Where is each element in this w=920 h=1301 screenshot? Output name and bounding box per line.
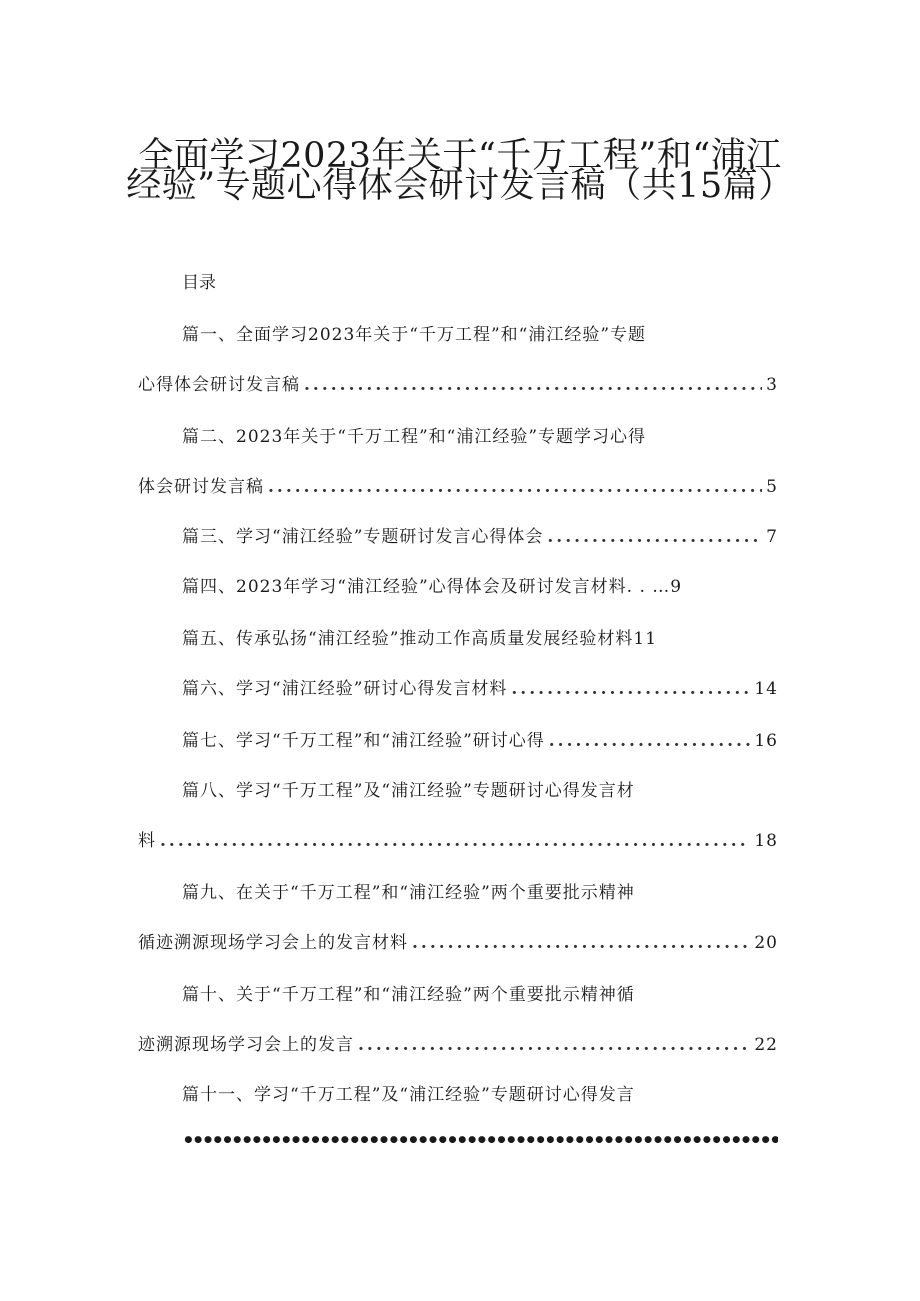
document-title-line-1: 全面学习2023年关于“千万工程”和“浦江 xyxy=(138,136,782,176)
toc-entry-10[interactable] xyxy=(138,1032,778,1058)
toc-entry-7-page: 16 xyxy=(754,731,778,751)
toc-entry-1-page: 3 xyxy=(766,375,778,395)
toc-entry-1-line-2: 心得体会研讨发言稿 xyxy=(138,375,300,395)
toc-entry-2-page: 5 xyxy=(766,477,778,497)
toc-entry-2-line-1[interactable]: 篇二、2023年关于“千万工程”和“浦江经验”专题学习心得 xyxy=(182,427,647,447)
toc-entry-1[interactable] xyxy=(138,372,778,398)
toc-entry-2[interactable] xyxy=(138,474,778,500)
toc-entry-3-text: 篇三、学习“浦江经验”专题研讨发言心得体会 xyxy=(182,527,544,547)
toc-entry-10-line-2: 迹溯源现场学习会上的发言 xyxy=(138,1035,354,1055)
document-title-line-2: 经验”专题心得体会研讨发言稿（共15篇） xyxy=(126,166,794,206)
toc-entry-9[interactable] xyxy=(138,930,778,956)
toc-entry-3[interactable] xyxy=(182,524,778,550)
toc-entry-9-line-1[interactable]: 篇九、在关于“千万工程”和“浦江经验”两个重要批示精神 xyxy=(182,883,635,903)
dot-leader xyxy=(182,1130,778,1150)
toc-entry-5[interactable]: 篇五、传承弘扬“浦江经验”推动工作高质量发展经验材料11 xyxy=(182,629,658,649)
toc-entry-2-line-2: 体会研讨发言稿 xyxy=(138,477,264,497)
toc-entry-1-line-1[interactable]: 篇一、全面学习2023年关于“千万工程”和“浦江经验”专题 xyxy=(182,325,647,345)
dot-leader xyxy=(549,728,751,754)
toc-entry-10-line-1[interactable]: 篇十、关于“千万工程”和“浦江经验”两个重要批示精神循 xyxy=(182,985,635,1005)
toc-entry-7[interactable] xyxy=(182,728,778,754)
toc-entry-3-page: 7 xyxy=(766,527,778,547)
toc-entry-9-page: 20 xyxy=(754,933,778,953)
dot-leader xyxy=(268,474,762,500)
toc-entry-9-line-2: 循迹溯源现场学习会上的发言材料 xyxy=(138,933,408,953)
dot-leader xyxy=(547,524,762,550)
toc-entry-7-text: 篇七、学习“千万工程”和“浦江经验”研讨心得 xyxy=(182,731,545,751)
dot-leader xyxy=(304,372,762,398)
toc-entry-8[interactable] xyxy=(138,828,778,854)
toc-entry-8-line-1[interactable]: 篇八、学习“千万工程”及“浦江经验”专题研讨心得发言材 xyxy=(182,781,635,801)
dot-leader xyxy=(160,828,750,854)
dot-leader xyxy=(511,676,750,702)
dot-leader xyxy=(358,1032,750,1058)
toc-entry-4[interactable]: 篇四、2023年学习“浦江经验”心得体会及研讨发言材料. . …9 xyxy=(182,577,683,597)
toc-entry-6[interactable] xyxy=(182,676,778,702)
toc-entry-11[interactable]: 篇十一、学习“千万工程”及“浦江经验”专题研讨心得发言 xyxy=(182,1085,635,1105)
toc-entry-10-page: 22 xyxy=(754,1035,778,1055)
dot-leader xyxy=(412,930,750,956)
toc-entry-8-page: 18 xyxy=(754,831,778,851)
toc-label: 目录 xyxy=(182,273,216,293)
toc-entry-6-page: 14 xyxy=(754,679,778,699)
toc-entry-6-text: 篇六、学习“浦江经验”研讨心得发言材料 xyxy=(182,679,508,699)
toc-entry-8-line-2: 料 xyxy=(138,831,156,851)
